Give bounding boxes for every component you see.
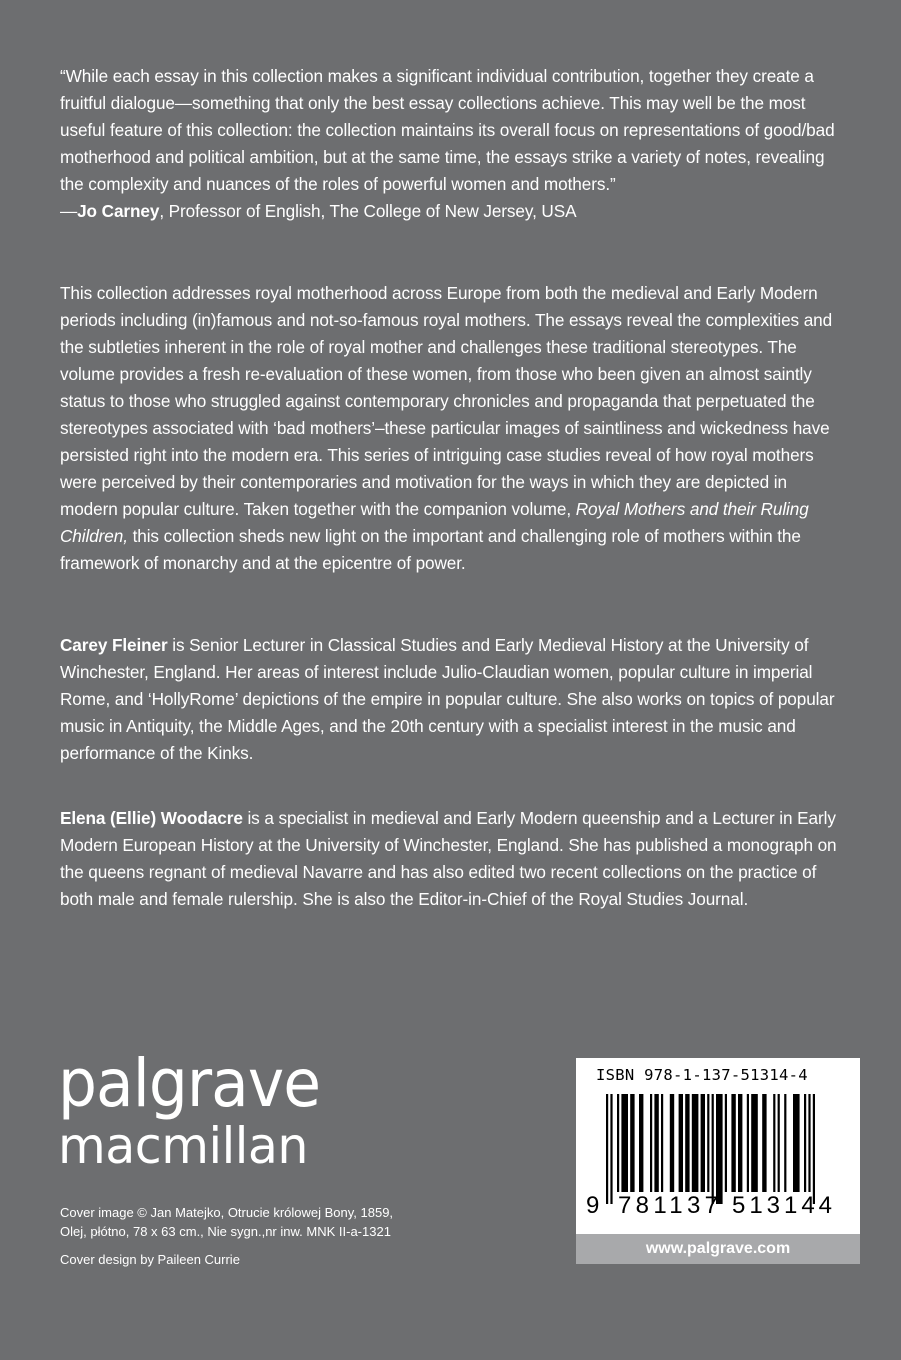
barcode-bar bbox=[731, 1094, 735, 1192]
barcode-digits-left: 781137 bbox=[618, 1192, 718, 1219]
barcode-bar bbox=[679, 1094, 683, 1192]
barcode-bar bbox=[621, 1094, 628, 1192]
barcode-bar bbox=[630, 1094, 634, 1192]
cover-image-credit-line2: Olej, płótno, 78 x 63 cm., Nie sygn.,nr inw. MNK II-a-1321 bbox=[60, 1224, 391, 1239]
author-bio-text-fleiner: is Senior Lecturer in Classical Studies and Early Medieval History at the University of Winchester, England. Her areas of interest include Julio-Claudian women, popular culture in imperial Rome, and ‘HollyRome’ depictions of the empire in popular culture. She also works on topics of popular music in Antiquity, the Middle Ages, and the 20th century with a specialist interest in the music and performance of the Kinks. bbox=[60, 635, 835, 763]
publisher-website-bar bbox=[576, 1234, 860, 1264]
barcode-bar bbox=[778, 1094, 780, 1192]
publisher-logo-line2: macmillan bbox=[58, 1117, 308, 1175]
barcode-bar bbox=[793, 1094, 800, 1192]
barcode-bar bbox=[617, 1094, 619, 1192]
reviewer-title: , Professor of English, The College of New Jersey, USA bbox=[159, 201, 577, 221]
barcode-bar bbox=[685, 1094, 689, 1192]
barcode-bar bbox=[784, 1094, 786, 1192]
barcode-bar bbox=[670, 1094, 674, 1192]
barcode-bar bbox=[712, 1094, 714, 1204]
review-attribution bbox=[60, 198, 848, 225]
barcode-bar bbox=[808, 1094, 810, 1192]
author-name-woodacre: Elena (Ellie) Woodacre bbox=[60, 808, 243, 828]
cover-image-credit-line1: Cover image © Jan Matejko, Otrucie królowej Bony, 1859, bbox=[60, 1205, 394, 1220]
barcode-bar bbox=[738, 1094, 742, 1192]
attribution-dash: — bbox=[60, 201, 78, 221]
publisher-logo bbox=[58, 1045, 340, 1176]
barcode-bar bbox=[639, 1094, 643, 1192]
author-bio-fleiner bbox=[60, 632, 848, 767]
review-quote-block bbox=[60, 63, 848, 225]
barcode-bar bbox=[650, 1094, 652, 1192]
author-name-fleiner: Carey Fleiner bbox=[60, 635, 168, 655]
barcode-digits bbox=[576, 1189, 860, 1219]
cover-design-credit: Cover design by Paileen Currie bbox=[60, 1252, 240, 1267]
author-bio-text-woodacre: is a specialist in medieval and Early Modern queenship and a Lecturer in Early Modern European History at the University of Winchester, England. She has published a monograph on the queens regnant of medieval Navarre and has also edited two recent collections on the practice of both male and female rulership. She is also the Editor-in-Chief of the Royal Studies Journal. bbox=[60, 808, 837, 909]
companion-volume-title: Royal Mothers and their Ruling Children, bbox=[60, 499, 809, 546]
barcode-bar bbox=[804, 1094, 806, 1192]
reviewer-name: Jo Carney bbox=[77, 201, 160, 221]
author-bio-woodacre bbox=[60, 805, 848, 913]
barcode-bar bbox=[701, 1094, 705, 1192]
barcode-bar bbox=[725, 1094, 727, 1192]
review-quote-text: “While each essay in this collection makes a significant individual contribution, together they create a fruitful dialogue—something that only the best essay collections achieve. This may well be the most useful feature of this collection: the collection maintains its overall focus on representations of good/bad motherhood and political ambition, but at the same time, the essays strike a variety of notes, revealing the complexity and nuances of the roles of powerful women and mothers.” bbox=[60, 66, 835, 194]
barcode-bar bbox=[610, 1094, 612, 1204]
book-summary bbox=[60, 280, 848, 577]
barcode-digits-right: 513144 bbox=[732, 1192, 832, 1219]
cover-credits bbox=[60, 1203, 480, 1269]
barcode-bar bbox=[716, 1094, 723, 1204]
barcode-bar bbox=[654, 1094, 658, 1192]
isbn-barcode-box bbox=[576, 1058, 860, 1234]
barcode-bar bbox=[692, 1094, 699, 1192]
isbn-label: ISBN 978-1-137-51314-4 bbox=[596, 1066, 808, 1084]
publisher-website[interactable]: www.palgrave.com bbox=[645, 1240, 791, 1257]
barcode-bar bbox=[813, 1094, 815, 1204]
barcode-bar bbox=[606, 1094, 608, 1204]
barcode-bar bbox=[707, 1094, 709, 1192]
summary-text-part2: this collection sheds new light on the important and challenging role of mothers within the framework of monarchy and at the epicentre of power. bbox=[60, 526, 801, 573]
barcode-bar bbox=[747, 1094, 749, 1192]
barcode-bar bbox=[661, 1094, 663, 1192]
barcode-digit-first: 9 bbox=[586, 1192, 600, 1219]
barcode-bar bbox=[773, 1094, 775, 1192]
summary-text-part1: This collection addresses royal motherhood across Europe from both the medieval and Early Modern periods including (in)famous and not-so-famous royal mothers. The essays reveal the complexities and the subtleties inherent in the role of royal mother and challenges these traditional stereotypes. The volume provides a fresh re-evaluation of these women, from those who been given an almost saintly status to those who struggled against contemporary chronicles and propaganda that perpetuated the stereotypes associated with ‘bad mothers’–these particular images of saintliness and wickedness have persisted right into the modern era. This series of intriguing case studies reveal of how royal mothers were perceived by their contemporaries and motivation for the ways in which they are depicted in modern popular culture. Taken together with the companion volume, bbox=[60, 283, 833, 519]
barcode-bar bbox=[762, 1094, 766, 1192]
barcode-bar bbox=[751, 1094, 758, 1192]
publisher-logo-line1: palgrave bbox=[58, 1045, 321, 1122]
